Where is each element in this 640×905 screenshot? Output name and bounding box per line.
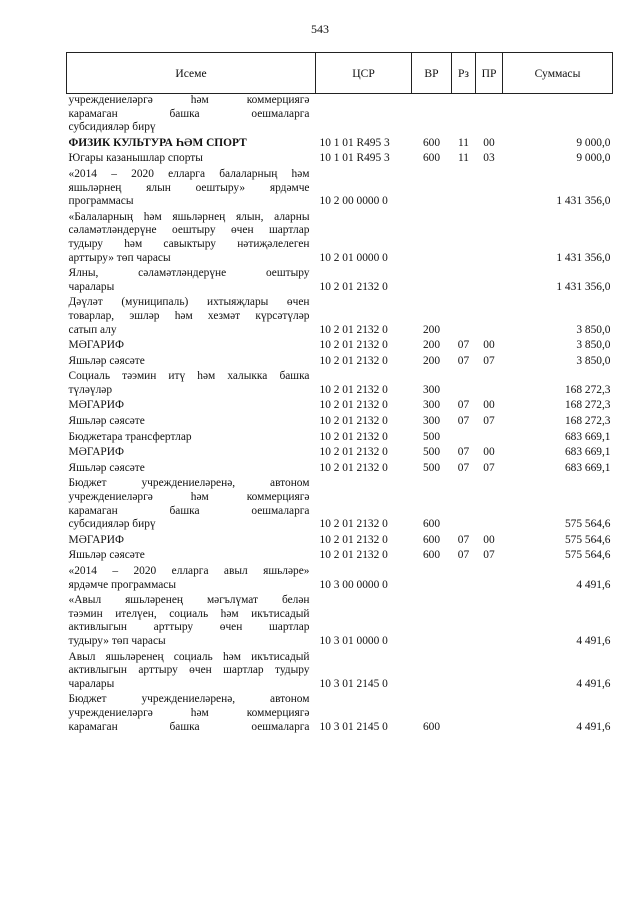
row-vr-cell: 200 [422,354,441,367]
row-name-line: Дәүләт (муниципаль) ихтыяҗлары өчен [68,296,310,309]
row-vr-cell [412,267,452,296]
row-name-line: «2014 – 2020 елларга балаларның һәм [68,167,310,180]
row-rz-cell [452,431,476,447]
row-csr-cell: 10 2 01 2132 0 [319,533,388,546]
row-name-line: Яшьләр сәясәте [68,549,145,562]
row-name-cell [67,594,316,650]
row-name-line: активлыгын арттыру өчен шартлар тудыру [68,664,310,677]
row-rz-cell: 07 [457,339,470,352]
row-sum-cell: 3 850,0 [576,323,611,336]
header-csr: ЦСР [316,53,412,94]
row-sum-cell: 4 491,6 [576,677,611,690]
row-csr-cell: 10 2 01 2132 0 [319,399,388,412]
row-name-line: Югары казанышлар спорты [68,152,203,165]
row-name-line: «Авыл яшьләренең мәгълүмат белән [68,594,310,607]
row-sum-cell: 683 669,1 [564,461,611,474]
row-vr-cell: 600 [422,136,441,149]
row-rz-cell: 07 [457,549,470,562]
row-csr-cell: 10 2 01 2132 0 [319,461,388,474]
row-sum-cell: 575 564,6 [564,549,611,562]
row-pr-cell [476,296,503,339]
row-name-line: Бюджет учреждениеләренә, автоном [68,693,310,706]
row-name-line: Социаль тәэмин итү һәм халыкка башка [68,370,310,383]
row-pr-cell [476,370,503,399]
row-pr-cell: 00 [483,136,495,149]
row-name-cell [67,446,316,462]
row-rz-cell [452,477,476,533]
row-sum-cell: 9 000,0 [576,136,611,149]
row-name-line: программасы [68,195,134,208]
row-vr-cell: 600 [422,720,441,733]
row-rz-cell [452,565,476,594]
row-csr-cell: 10 2 01 2132 0 [319,415,388,428]
row-name-cell [67,370,316,399]
row-name-cell [67,168,316,211]
row-pr-cell [476,211,503,267]
row-name-line: түләүләр [68,383,113,396]
row-pr-cell [476,431,503,447]
row-name-cell [67,355,316,371]
table-row [67,211,613,267]
row-name-line: тудыру» төп чарасы [68,634,166,647]
table-row [67,168,613,211]
row-sum-cell: 1 431 356,0 [556,280,611,293]
row-name-line: МӘГАРИФ [68,533,124,546]
row-vr-cell [412,211,452,267]
row-name-line: Бюджетара трансфертлар [68,430,192,443]
row-name-cell [67,296,316,339]
row-pr-cell [476,594,503,650]
row-pr-cell: 00 [483,339,495,352]
row-pr-cell: 00 [483,399,495,412]
row-name-line: тудыру һәм савыктыру нәтиҗәлелеген [68,237,310,250]
row-vr-cell [412,94,452,137]
row-sum-cell: 575 564,6 [564,518,611,531]
row-name-line: Ялны, сәламәтләндерүне оештыру [68,267,310,280]
row-name-cell [67,477,316,533]
row-sum-cell: 3 850,0 [576,354,611,367]
row-vr-cell: 500 [422,461,441,474]
row-sum-cell: 9 000,0 [576,152,611,165]
table-row [67,267,613,296]
row-rz-cell: 07 [457,399,470,412]
row-pr-cell [476,267,503,296]
row-pr-cell: 07 [483,549,495,562]
row-name-line: «Балаларның һәм яшьләрнең ялын, аларны [68,210,310,223]
header-pr: ПР [476,53,503,94]
row-sum-cell: 4 491,6 [576,634,611,647]
table-row [67,477,613,533]
row-csr-cell: 10 1 01 R495 3 [319,152,390,165]
row-name-cell [67,549,316,565]
row-name-cell [67,339,316,355]
row-pr-cell [476,168,503,211]
table-row [67,693,613,736]
header-rz: Рз [452,53,476,94]
row-rz-cell: 07 [457,354,470,367]
row-sum-cell: 168 272,3 [564,399,611,412]
row-name-cell [67,431,316,447]
row-vr-cell: 200 [422,323,441,336]
row-name-line: яшьләрнең ялын оештыру» ярдәмче [68,181,310,194]
row-vr-cell: 500 [422,446,441,459]
row-csr-cell: 10 2 01 2132 0 [319,430,388,443]
budget-table [66,52,613,736]
row-name-cell [67,152,316,168]
row-name-line: карамаган башка оешмаларга [68,720,310,733]
row-sum-cell: 1 431 356,0 [556,251,611,264]
row-name-line: ФИЗИК КУЛЬТУРА ҺӘМ СПОРТ [68,136,247,149]
row-name-cell [67,399,316,415]
row-name-cell [67,267,316,296]
row-name-line: Яшьләр сәясәте [68,354,145,367]
row-name-cell [67,565,316,594]
row-name-line: субсидияләр бирү [68,518,156,531]
row-pr-cell: 00 [483,446,495,459]
row-rz-cell: 11 [458,152,469,165]
row-csr-cell: 10 1 01 R495 3 [319,136,390,149]
row-pr-cell [476,651,503,694]
table-row [67,399,613,415]
page-number: 543 [311,22,329,36]
row-name-line: учреждениеләргә һәм коммерциягә [68,491,310,504]
row-rz-cell: 07 [457,461,470,474]
row-sum-cell: 575 564,6 [564,533,611,546]
row-csr-cell: 10 2 01 2132 0 [319,549,388,562]
row-vr-cell: 300 [422,383,441,396]
row-name-line: сәламәтләндерүне оештыру өчен шартлар [68,224,310,237]
row-name-line: сатып алу [68,323,117,336]
row-csr-cell: 10 2 01 0000 0 [319,251,388,264]
table-header-row [67,53,613,94]
row-rz-cell: 11 [458,136,469,149]
row-pr-cell: 07 [483,354,495,367]
row-vr-cell [412,168,452,211]
row-csr-cell [316,94,412,137]
row-name-cell [67,137,316,153]
row-rz-cell [452,594,476,650]
row-name-cell [67,462,316,478]
row-vr-cell: 600 [422,549,441,562]
row-vr-cell: 500 [422,430,441,443]
row-name-cell [67,534,316,550]
row-name-line: МӘГАРИФ [68,446,124,459]
row-rz-cell [452,651,476,694]
row-pr-cell [476,477,503,533]
row-name-cell [67,651,316,694]
row-rz-cell [452,267,476,296]
row-rz-cell: 07 [457,533,470,546]
row-sum-cell: 683 669,1 [564,430,611,443]
row-sum-cell [503,94,613,137]
row-csr-cell: 10 3 00 0000 0 [319,578,388,591]
row-vr-cell [412,651,452,694]
row-csr-cell: 10 2 01 2132 0 [319,354,388,367]
row-name-line: «2014 – 2020 елларга авыл яшьләре» [68,565,310,577]
row-vr-cell: 200 [422,339,441,352]
row-csr-cell: 10 2 01 2132 0 [319,383,388,396]
row-vr-cell: 300 [422,415,441,428]
row-name-line: Авыл яшьләренең социаль һәм икътисадый [68,650,310,663]
row-sum-cell: 1 431 356,0 [556,195,611,208]
row-csr-cell: 10 2 01 2132 0 [319,446,388,459]
row-name-line: тәэмин ителүен, социаль һәм икътисадый [68,607,310,620]
row-sum-cell: 4 491,6 [576,720,611,733]
row-name-line: Яшьләр сәясәте [68,461,145,474]
row-sum-cell: 3 850,0 [576,339,611,352]
table-row [67,296,613,339]
row-vr-cell: 300 [422,399,441,412]
table-row [67,534,613,550]
table-row [67,355,613,371]
row-csr-cell: 10 2 00 0000 0 [319,195,388,208]
table-row [67,370,613,399]
row-csr-cell: 10 2 01 2132 0 [319,339,388,352]
row-vr-cell [412,594,452,650]
row-name-cell [67,211,316,267]
table-row [67,152,613,168]
row-rz-cell [452,211,476,267]
row-rz-cell [452,168,476,211]
row-csr-cell: 10 2 01 2132 0 [319,323,388,336]
table-row [67,446,613,462]
row-name-line: товарлар, эшләр һәм хезмәт күрсәтүләр [68,309,310,322]
row-sum-cell: 168 272,3 [564,383,611,396]
row-name-cell [67,415,316,431]
row-name-line: арттыру» төп чарасы [68,251,171,264]
row-name-line: МӘГАРИФ [68,339,124,352]
row-name-line: чаралары [68,677,115,690]
table-row [67,339,613,355]
row-name-line: карамаган башка оешмаларга [68,504,310,517]
table-row [67,94,613,137]
row-pr-cell: 07 [483,415,495,428]
row-rz-cell [452,370,476,399]
table-row [67,462,613,478]
row-name-cell [67,693,316,736]
header-sum: Суммасы [503,53,613,94]
row-vr-cell [412,565,452,594]
row-pr-cell [476,94,503,137]
header-name: Исеме [67,53,316,94]
table-row [67,651,613,694]
table-body [67,94,613,737]
row-name-line: карамаган башка оешмаларга [68,107,310,120]
row-sum-cell: 168 272,3 [564,415,611,428]
row-rz-cell: 07 [457,446,470,459]
row-pr-cell: 03 [483,152,495,165]
table-row [67,549,613,565]
row-rz-cell [452,296,476,339]
row-vr-cell: 600 [422,533,441,546]
row-pr-cell: 07 [483,461,495,474]
table-row [67,565,613,594]
row-csr-cell: 10 3 01 2145 0 [319,677,388,690]
row-vr-cell: 600 [422,518,441,531]
table-row [67,594,613,650]
row-name-line: ярдәмче программасы [68,578,176,591]
row-rz-cell [452,94,476,137]
row-csr-cell: 10 3 01 0000 0 [319,634,388,647]
row-rz-cell [452,693,476,736]
table-row [67,415,613,431]
row-csr-cell: 10 2 01 2132 0 [319,280,388,293]
row-name-line: чаралары [68,280,115,293]
row-csr-cell: 10 3 01 2145 0 [319,720,388,733]
row-rz-cell: 07 [457,415,470,428]
row-name-line: учреждениеләргә һәм коммерциягә [68,706,310,719]
row-vr-cell: 600 [422,152,441,165]
row-pr-cell [476,693,503,736]
row-name-line: субсидияләр бирү [68,121,156,134]
row-sum-cell: 4 491,6 [576,578,611,591]
row-name-cell [67,94,316,137]
table-row [67,431,613,447]
row-name-line: активлыгын арттыру өчен шартлар [68,621,310,634]
row-name-line: учреждениеләргә һәм коммерциягә [68,94,310,106]
row-name-line: Яшьләр сәясәте [68,415,145,428]
row-pr-cell: 00 [483,533,495,546]
row-csr-cell: 10 2 01 2132 0 [319,518,388,531]
header-vr: ВР [412,53,452,94]
row-sum-cell: 683 669,1 [564,446,611,459]
table-row [67,137,613,153]
row-name-line: МӘГАРИФ [68,399,124,412]
row-pr-cell [476,565,503,594]
row-name-line: Бюджет учреждениеләренә, автоном [68,477,310,490]
